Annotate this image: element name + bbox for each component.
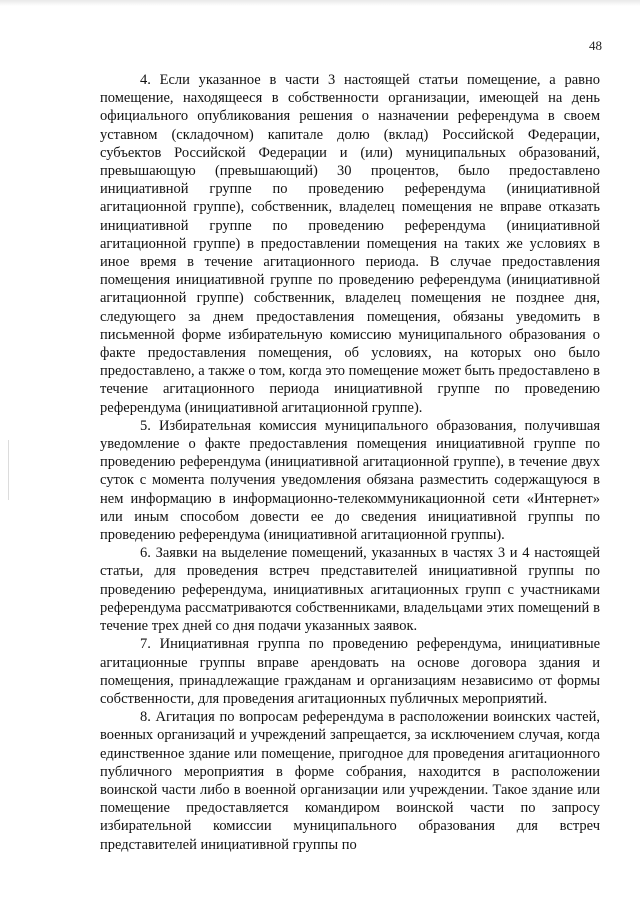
- scan-edge-top: [0, 0, 640, 6]
- document-body: [100, 71, 600, 854]
- paragraph-5: 5. Избирательная комиссия муниципального образования, получившая уведомление о факте предоставления помещения инициативной группе по проведению референдума (инициативной агитационной группе), в течение двух суток с момента получения уведомления обязана разместить содержащуюся в нем информацию в информационно-телекоммуникационной сети «Интернет» или иным способом довести ее до сведения инициативной группы по проведению референдума (инициативной агитационной группы).: [100, 417, 600, 544]
- paragraph-8: 8. Агитация по вопросам референдума в расположении воинских частей, военных организаций и учреждений запрещается, за исключением случая, когда единственное здание или помещение, пригодное для проведения агитационного публичного мероприятия в форме собрания, находится в расположении воинской части либо в военной организации или учреждении. Такое здание или помещение предоставляется командиром воинской части по запросу избирательной комиссии муниципального образования для встреч представителей инициативной группы по: [100, 709, 600, 853]
- paragraph-6: 6. Заявки на выделение помещений, указанных в частях 3 и 4 настоящей статьи, для проведения встреч представителей инициативной группы по проведению референдума, инициативных агитационных групп с участниками референдума рассматриваются собственниками, владельцами этих помещений в течение трех дней со дня подачи указанных заявок.: [100, 545, 600, 635]
- paragraph-7: 7. Инициативная группа по проведению референдума, инициативные агитационные группы вправе арендовать на основе договора здания и помещения, принадлежащие гражданам и организациям независимо от формы собственности, для проведения агитационных публичных мероприятий.: [100, 636, 600, 707]
- paragraph-4: 4. Если указанное в части 3 настоящей статьи помещение, а равно помещение, находящееся в собственности организации, имеющей на день официального опубликования решения о назначении референдума в своем уставном (складочном) капитале долю (вклад) Российской Федерации, субъектов Российской Федерации и (или) муниципальных образований, превышающую (превышающий) 30 процентов, было предоставлено инициативной группе по проведению референдума (инициативной агитационной группе), собственник, владелец помещения не вправе отказать инициативной группе по проведению референдума (инициативной агитационной группе) в предоставлении помещения на таких же условиях в иное время в течение агитационного периода. В случае предоставления помещения инициативной группе по проведению референдума (инициативной агитационной группе) собственник, владелец помещения не позднее дня, следующего за днем предоставления помещения, обязаны уведомить в письменной форме избирательную комиссию муниципального образования о факте предоставления помещения, об условиях, на которых оно было предоставлено, а также о том, когда это помещение может быть предоставлено в течение агитационного периода инициативной группе по проведению референдума (инициативной агитационной группе).: [100, 72, 600, 416]
- page-number: 48: [589, 38, 602, 53]
- scan-edge-left: [8, 440, 9, 500]
